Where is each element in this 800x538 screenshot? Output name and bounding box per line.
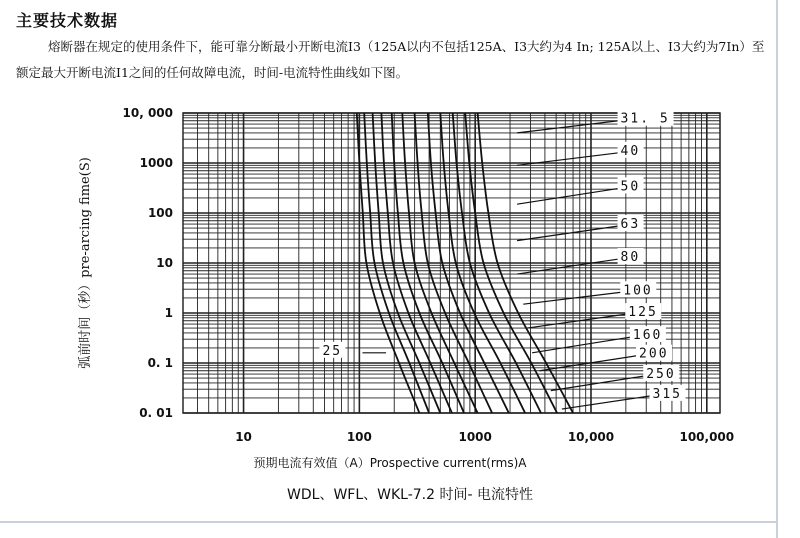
x-tick-label: 1000 xyxy=(458,430,492,444)
series-label: 80 xyxy=(620,250,641,266)
y-tick-label: 100 xyxy=(147,206,173,220)
x-tick-label: 100,000 xyxy=(679,430,735,444)
series-label: 50 xyxy=(620,179,641,195)
series-label: 100 xyxy=(623,283,653,299)
description-paragraph: 熔断器在规定的使用条件下，能可靠分断最小开断电流I3（125A以内不包括125A、I3大约为4 In; 125A以上、I3大约为7In）至额定最大开断电流I1之间的任何故障电流，时间-电流特性曲线如下图。 xyxy=(16,39,765,80)
section-heading: 主要技术数据 xyxy=(16,11,119,30)
x-tick-label: 10 xyxy=(235,430,252,444)
y-tick-label: 10, 000 xyxy=(122,106,173,120)
y-tick-label: 1 xyxy=(164,306,173,320)
series-label: 315 xyxy=(652,386,683,402)
figure-caption: WDL、WFL、WKL-7.2 时间- 电流特性 xyxy=(287,487,533,503)
x-tick-label: 100 xyxy=(346,430,372,444)
series-label: 31. 5 xyxy=(620,111,670,127)
x-axis-title: 预期电流有效值（A）Prospective current(rms)A xyxy=(253,456,527,470)
series-label: 125 xyxy=(628,305,658,321)
y-axis-title: 弧前时间（秒）pre-arcing fime(S) xyxy=(78,157,93,369)
series-label: 63 xyxy=(620,216,641,232)
y-tick-label: 1000 xyxy=(139,156,173,170)
series-label: 250 xyxy=(646,366,676,382)
y-tick-label: 0. 01 xyxy=(139,406,173,420)
series-label: 200 xyxy=(639,346,669,362)
series-label: 25 xyxy=(322,343,343,359)
series-label: 40 xyxy=(620,143,641,159)
x-tick-label: 10,000 xyxy=(567,430,615,444)
y-tick-label: 0. 1 xyxy=(147,356,173,370)
series-label: 160 xyxy=(632,328,663,344)
y-tick-label: 10 xyxy=(156,256,173,270)
